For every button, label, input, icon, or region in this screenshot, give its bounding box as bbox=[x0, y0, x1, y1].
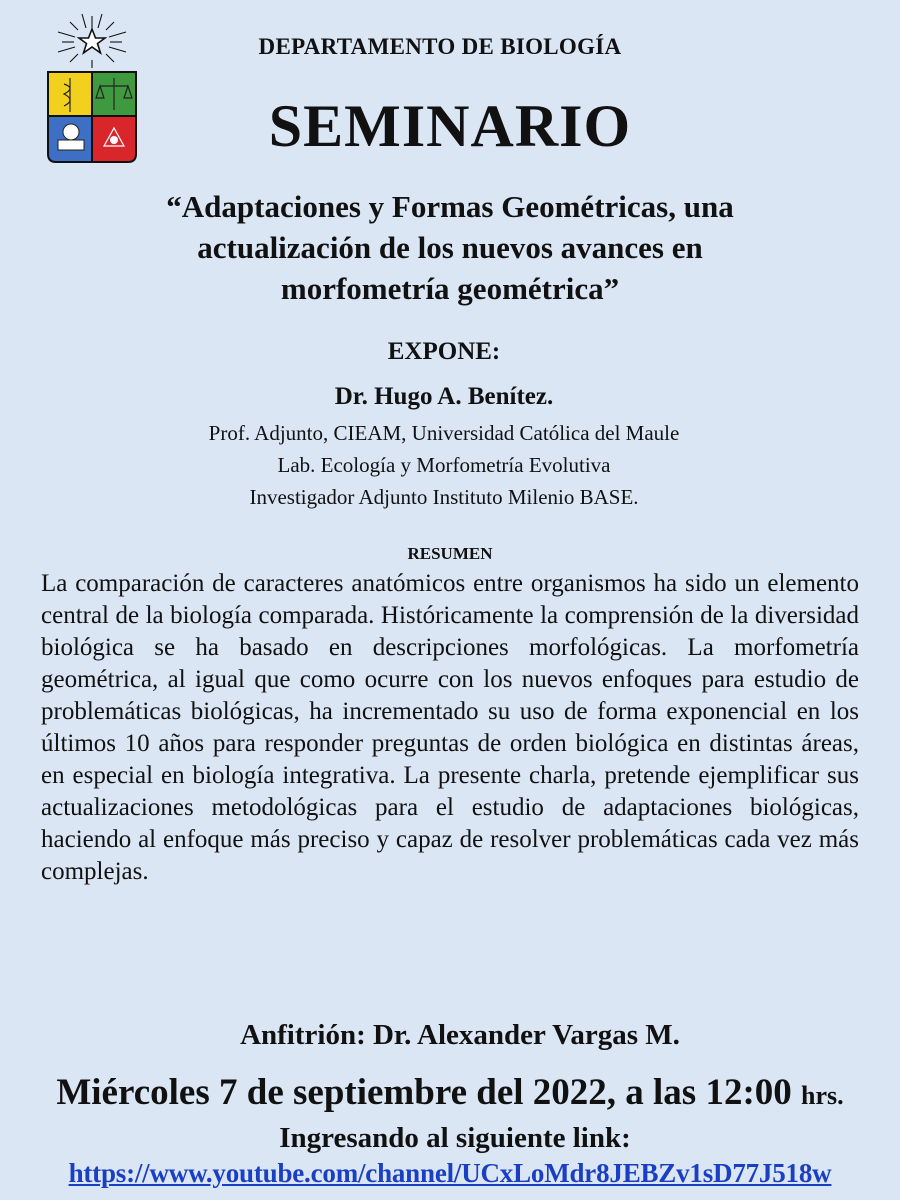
abstract-text: La comparación de caracteres anatómicos entre organismos ha sido un elemento central de la biología comparada. Históricamente la comprensión de la diversidad biológica se ha basado en descripciones morfológicas. La morfometría geométrica, al igual que como ocurre con los nuevos enfoques para estudio de problemáticas biológicas, ha incrementado su uso de forma exponencial en los últimos 10 años para responder preguntas de orden biológica en distintas áreas, en especial en biología integrativa. La presente charla, pretende ejemplificar sus actualizaciones metodológicas para el estudio de adaptaciones biológicas, haciendo al enfoque más preciso y capaz de resolver problemáticas cada vez más complejas. bbox=[41, 570, 859, 885]
youtube-channel-link[interactable]: https://www.youtube.com/channel/UCxLoMdr8JEBZv1sD77J518w bbox=[68, 1158, 832, 1188]
event-date-text: Miércoles 7 de septiembre del 2022, a las 12:00 bbox=[56, 1072, 792, 1113]
talk-title-line: “Adaptaciones y Formas Geométricas, una bbox=[166, 189, 734, 224]
department-name: DEPARTAMENTO DE BIOLOGÍA bbox=[258, 34, 622, 59]
host-line: Anfitrión: Dr. Alexander Vargas M. bbox=[240, 1019, 680, 1051]
event-hrs: hrs. bbox=[801, 1081, 844, 1110]
speaker-affiliation: Lab. Ecología y Morfometría Evolutiva bbox=[277, 453, 611, 477]
abstract-heading: RESUMEN bbox=[407, 544, 493, 563]
speaker-affiliation: Prof. Adjunto, CIEAM, Universidad Católica del Maule bbox=[208, 421, 680, 445]
link-label: Ingresando al siguiente link: bbox=[279, 1122, 631, 1154]
talk-title-line: morfometría geométrica” bbox=[280, 271, 620, 306]
talk-title-line: actualización de los nuevos avances en bbox=[197, 230, 703, 265]
event-type-title: SEMINARIO bbox=[268, 93, 632, 159]
talk-title bbox=[60, 186, 840, 309]
university-coat-of-arms-icon bbox=[44, 12, 140, 168]
speaker-label: EXPONE: bbox=[387, 338, 501, 365]
speaker-affiliation: Investigador Adjunto Instituto Milenio BASE. bbox=[249, 485, 639, 509]
speaker-name: Dr. Hugo A. Benítez. bbox=[334, 383, 554, 410]
event-date bbox=[0, 1071, 900, 1114]
